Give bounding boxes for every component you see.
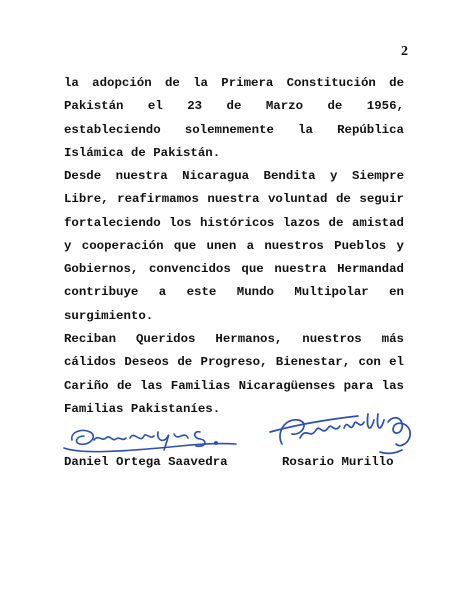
paragraph-friendship: Desde nuestra Nicaragua Bendita y Siempre Libre, reafirmamos nuestra voluntad de seguir fortaleciendo los históricos lazos de amistad y cooperación que unen a nuestros Pueblos y Gobiernos, convencidos que nuestra Hermandad contribuye a este Mundo Multipolar en surgimiento. [64, 169, 404, 323]
paragraph-greetings: Reciban Queridos Hermanos, nuestros más cálidos Deseos de Progreso, Bienestar, con el Cariño de las Familias Nicaragüenses para las Familias Pakistaníes. [64, 332, 404, 416]
signature-ortega [60, 418, 240, 458]
signer-name-ortega: Daniel Ortega Saavedra [64, 455, 228, 469]
signer-name-murillo: Rosario Murillo [282, 455, 394, 469]
paragraph-constitution: la adopción de la Primera Constitución de Pakistán el 23 de Marzo de 1956, estableciendo solemnemente la República Islámica de Pakistán. [64, 76, 404, 160]
page-number: 2 [401, 44, 408, 59]
signature-murillo [262, 404, 422, 460]
